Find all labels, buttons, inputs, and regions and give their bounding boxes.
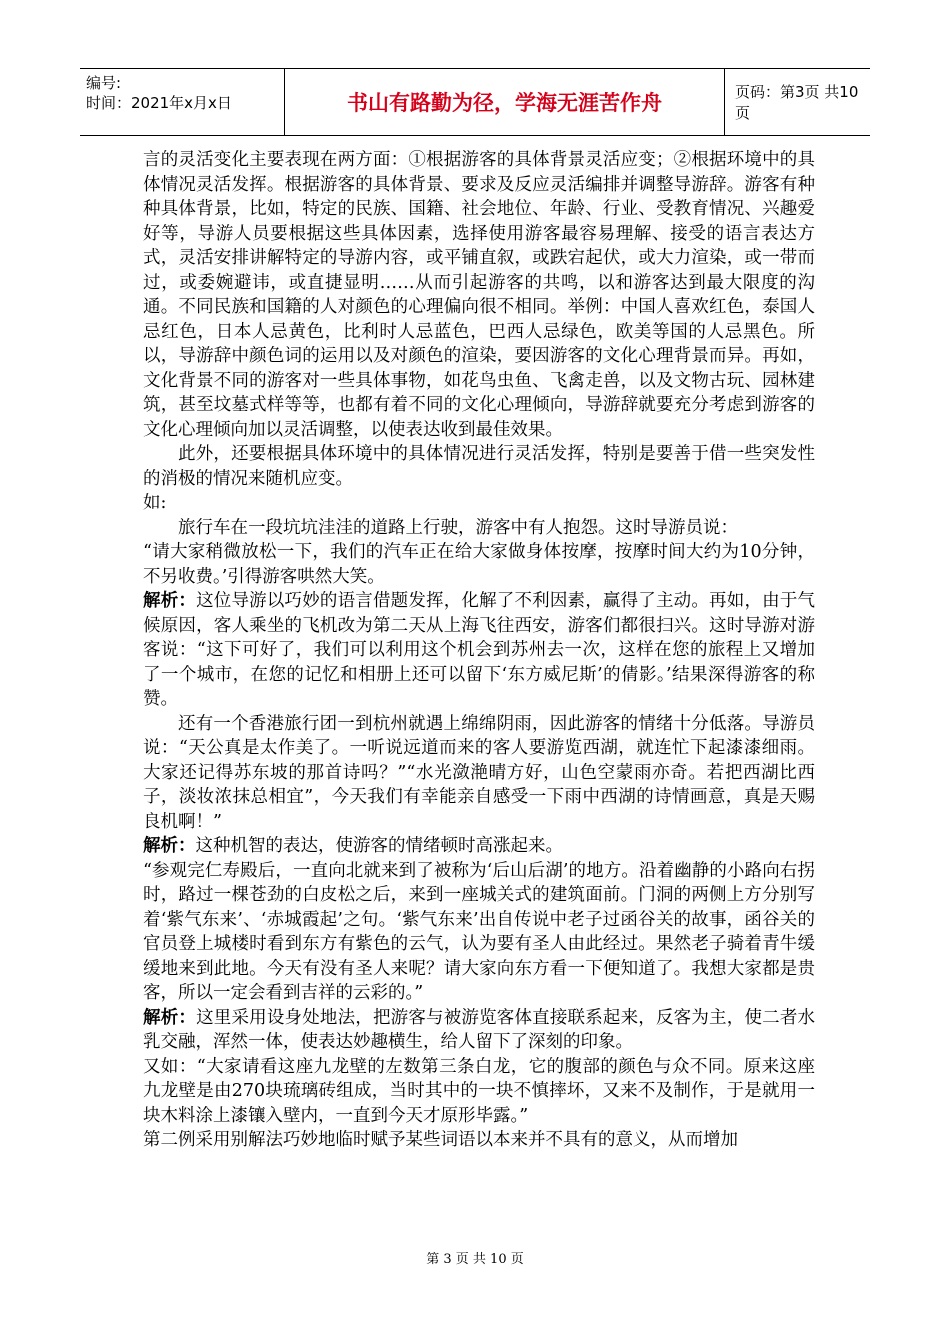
paragraph: 此外，还要根据具体环境中的具体情况进行灵活发挥，特别是要善于借一些突发性的消极的情况来随机应变。 [143, 444, 815, 489]
page-footer: 第 3 页 共 10 页 [426, 1252, 524, 1267]
document-body [143, 148, 815, 1153]
paragraph [143, 1006, 815, 1055]
analysis-label: 解析： [143, 591, 197, 611]
paragraph-text: 这种机智的表达，使游客的情绪顿时高涨起来。 [195, 836, 563, 856]
paragraph-text: 这里采用设身处地法，把游客与被游览客体直接联系起来，反客为主，使二者水乳交融，浑然一体，使表达妙趣横生，给人留下了深刻的印象。 [143, 1007, 816, 1052]
analysis-label: 解析： [143, 1007, 197, 1028]
time-label: 时间：2021年x月x日 [86, 94, 232, 112]
paragraph [143, 834, 815, 859]
analysis-label: 解析： [143, 836, 196, 856]
header-page-label: 页码：第3页 共10页 [735, 83, 859, 122]
paragraph: 如: [143, 493, 167, 513]
paragraph: 言的灵活变化主要表现在两方面：①根据游客的具体背景灵活应变；②根据环境中的具体情况灵活发挥。根据游客的具体背景、要求及反应灵活编排并调整导游辞。游客有种种具体背景，比如，特定的民族、国籍、社会地位、年龄、行业、受教育情况、兴趣爱好等，导游人员要根据这些具体因素，选择使用游客最容易理解、接受的语言表达方式，灵活安排讲解特定的导游内容，或平铺直叙，或跌宕起伏，或大力渲染，或一带而过，或委婉避讳，或直捷显明……从而引起游客的共鸣，以和游客达到最大限度的沟通。不同民族和国籍的人对颜色的心理偏向很不相同。举例：中国人喜欢红色，泰国人忌红色，日本人忌黄色，比利时人忌蓝色，巴西人忌绿色，欧美等国的人忌黑色。所以，导游辞中颜色词的运用以及对颜色的渲染，要因游客的文化心理背景而异。再如，文化背景不同的游客对一些具体事物，如花鸟虫鱼、飞禽走兽，以及文物古玩、园林建筑，甚至坟墓式样等等，也都有着不同的文化心理倾向，导游辞就要充分考虑到游客的文化心理倾向加以灵活调整，以使表达收到最佳效果。 [143, 150, 815, 440]
paragraph-text: 这位导游以巧妙的语言借题发挥，化解了不利因素，赢得了主动。再如，由于气候原因，客人乘坐的飞机改为第二天从上海飞往西安，游客们都很扫兴。这时导游对游客说：“这下可好了，我们可以利用这个机会到苏州去一次，这样在您的旅程上又增加了一个城市，在您的记忆和相册上还可以留下‘东方威尼斯’的倩影。’结果深得游客的称赞。 [143, 591, 816, 709]
header-motto: 书山有路勤为径，学海无涯苦作舟 [285, 69, 725, 135]
paragraph: “参观完仁寿殿后，一直向北就来到了被称为‘后山后湖’的地方。沿着幽静的小路向右拐时，路过一棵苍劲的白皮松之后，来到一座城关式的建筑面前。门洞的两侧上方分别写着‘紫气东来’、‘赤城霞起’之句。‘紫气东来’出自传说中老子过函谷关的故事，函谷关的官员登上城楼时看到东方有紫色的云气，认为要有圣人由此经过。果然老子骑着青牛缓缓地来到此地。今天有没有圣人来呢？请大家向东方看一下便知道了。我想大家都是贵客，所以一定会看到吉祥的云彩的。” [143, 860, 815, 1003]
paragraph: “请大家稍微放松一下，我们的汽车正在给大家做身体按摩，按摩时间大约为10分钟，不另收费。’引得游客哄然大笑。 [143, 542, 815, 587]
paragraph [143, 589, 815, 712]
paragraph: 还有一个香港旅行团一到杭州就遇上绵绵阴雨，因此游客的情绪十分低落。导游员说：“天公真是太作美了。一听说远道而来的客人要游览西湖，就连忙下起漆漆细雨。大家还记得苏东坡的那首诗吗？”“水光潋滟晴方好，山色空蒙雨亦奇。若把西湖比西子，淡妆浓抹总相宜”，今天我们有幸能亲自感受一下雨中西湖的诗情画意，真是天赐良机啊！” [143, 713, 815, 832]
header-meta [80, 69, 285, 135]
number-label: 编号: [86, 74, 122, 92]
paragraph: 旅行车在一段坑坑洼洼的道路上行驶，游客中有人抱怨。这时导游员说： [178, 517, 738, 538]
paragraph: 第二例采用别解法巧妙地临时赋予某些词语以本来并不具有的意义，从而增加 [143, 1130, 738, 1150]
page-header [80, 68, 870, 136]
paragraph: 又如：“大家请看这座九龙壁的左数第三条白龙，它的腹部的颜色与众不同。原来这座九龙壁是由270块琉璃砖组成，当时其中的一块不慎摔坏，又来不及制作，于是就用一块木料涂上漆镶入壁内，一直到今天才原形毕露。” [143, 1056, 815, 1126]
